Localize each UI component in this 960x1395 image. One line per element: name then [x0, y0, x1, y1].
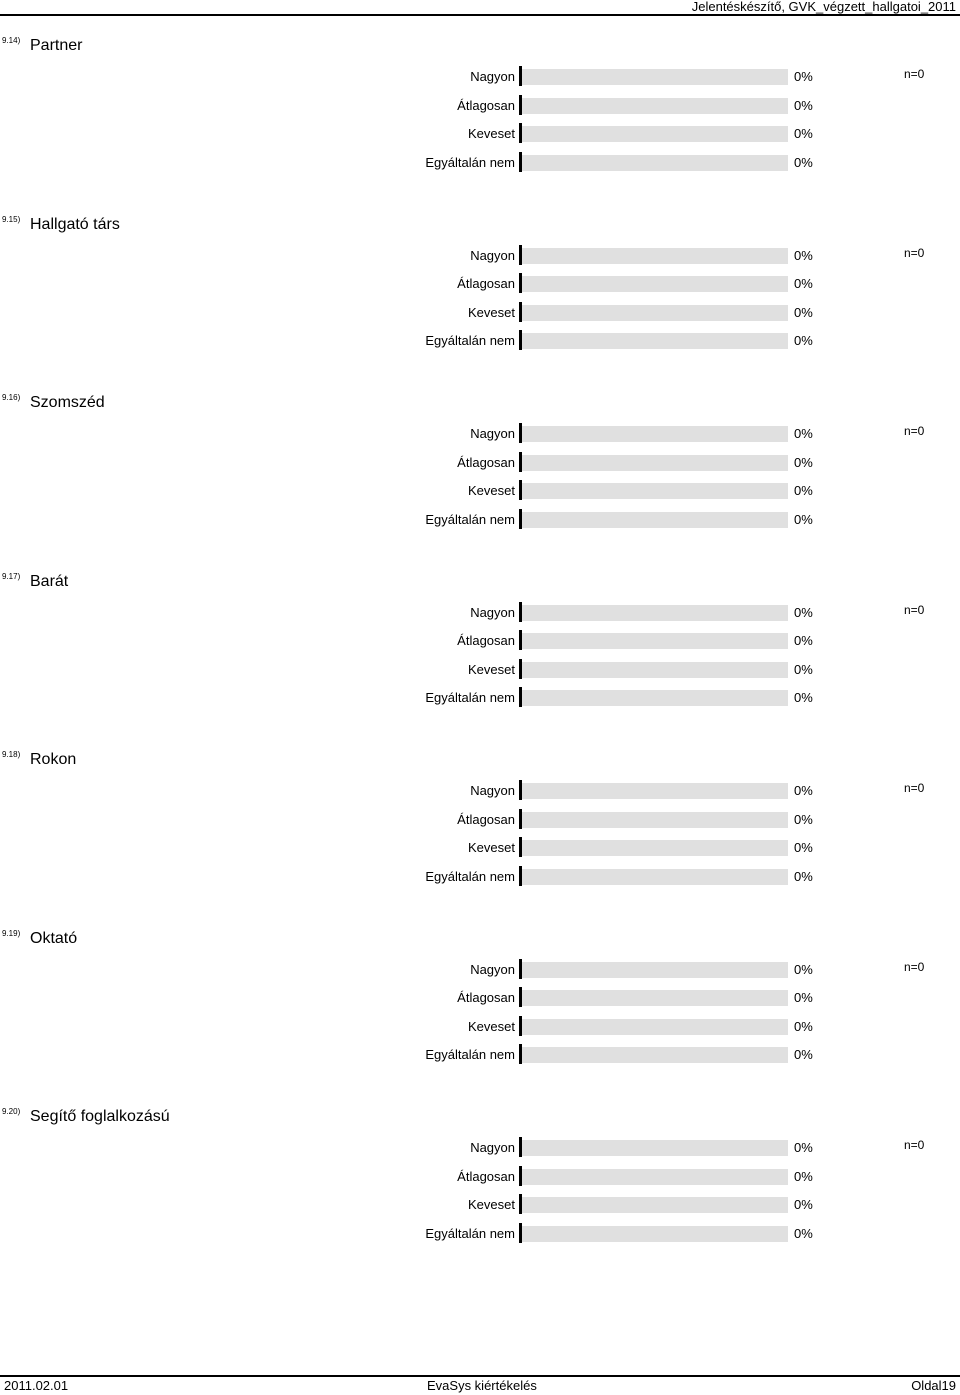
answer-label: Nagyon — [470, 1140, 515, 1155]
answer-row — [0, 480, 960, 502]
answer-label: Egyáltalán nem — [425, 154, 515, 170]
answer-percent: 0% — [794, 276, 813, 292]
bar-track — [522, 840, 788, 856]
answer-percent: 0% — [794, 1197, 813, 1213]
bar-track — [522, 126, 788, 142]
answer-label: Átlagosan — [457, 1168, 515, 1184]
answer-percent: 0% — [794, 483, 813, 499]
answer-label: Átlagosan — [457, 97, 515, 113]
question-block — [0, 927, 960, 1105]
answer-label: Átlagosan — [457, 811, 515, 827]
question-title: Partner — [30, 37, 83, 54]
answer-percent: 0% — [794, 961, 813, 977]
response-count: n=0 — [904, 602, 925, 617]
question-block — [0, 213, 960, 391]
answer-label: Egyáltalán nem — [425, 511, 515, 527]
bar-track — [522, 869, 788, 885]
response-count: n=0 — [904, 959, 925, 974]
answer-percent: 0% — [794, 154, 813, 170]
answer-row — [0, 423, 960, 445]
answer-row — [0, 987, 960, 1009]
answer-label: Egyáltalán nem — [425, 1047, 515, 1063]
bar-track — [522, 276, 788, 292]
response-count: n=0 — [904, 1138, 925, 1152]
answer-row — [0, 66, 960, 88]
answer-percent: 0% — [794, 690, 813, 706]
bar-track — [522, 1047, 788, 1063]
bar-track — [522, 990, 788, 1006]
answer-row — [0, 1194, 960, 1216]
answer-label: Egyáltalán nem — [425, 690, 515, 706]
answer-percent: 0% — [794, 511, 813, 527]
question-header — [0, 748, 400, 772]
answer-row — [0, 602, 960, 624]
question-block — [0, 570, 960, 748]
bar-track — [522, 455, 788, 471]
bar-track — [522, 305, 788, 321]
footer-divider — [0, 1375, 960, 1377]
answer-row — [0, 1044, 960, 1066]
answer-label: Nagyon — [470, 426, 515, 441]
bar-track — [522, 1197, 788, 1213]
answer-label: Egyáltalán nem — [425, 868, 515, 884]
response-count: n=0 — [904, 781, 925, 795]
answer-row — [0, 866, 960, 888]
answer-percent: 0% — [794, 1018, 813, 1034]
question-number: 9.20) — [2, 1107, 21, 1116]
answer-percent: 0% — [794, 247, 813, 263]
answer-label: Nagyon — [470, 961, 515, 977]
answer-percent: 0% — [794, 454, 813, 470]
question-header — [0, 570, 400, 594]
question-number: 9.15) — [2, 214, 21, 224]
bar-track — [522, 633, 788, 649]
answer-label: Nagyon — [470, 783, 515, 798]
answer-label: Keveset — [468, 1018, 515, 1034]
question-header — [0, 391, 400, 415]
question-number: 9.14) — [2, 36, 21, 45]
answer-percent: 0% — [794, 840, 813, 856]
bar-track — [522, 662, 788, 678]
answer-row — [0, 273, 960, 295]
answer-label: Keveset — [468, 483, 515, 499]
answer-percent: 0% — [794, 868, 813, 884]
answer-label: Nagyon — [470, 69, 515, 84]
answer-percent: 0% — [794, 783, 813, 798]
header-divider — [0, 14, 960, 16]
question-number: 9.18) — [2, 750, 21, 759]
bar-track — [522, 812, 788, 828]
answer-row — [0, 837, 960, 859]
answer-row — [0, 509, 960, 531]
answer-label: Keveset — [468, 304, 515, 320]
question-title: Rokon — [30, 751, 77, 768]
question-title: Hallgató társ — [30, 215, 120, 233]
answer-row — [0, 1137, 960, 1159]
question-block — [0, 1105, 960, 1283]
answer-percent: 0% — [794, 811, 813, 827]
answer-row — [0, 152, 960, 174]
answer-row — [0, 780, 960, 802]
answer-label: Keveset — [468, 126, 515, 142]
question-block — [0, 748, 960, 926]
answer-row — [0, 809, 960, 831]
response-count: n=0 — [904, 67, 925, 81]
answer-percent: 0% — [794, 1168, 813, 1184]
bar-track — [522, 155, 788, 171]
answer-label: Átlagosan — [457, 633, 515, 649]
answer-label: Nagyon — [470, 247, 515, 263]
bar-track — [522, 483, 788, 499]
answer-row — [0, 630, 960, 652]
report-title: Jelentéskészítő, GVK_végzett_hallgatoi_2011 — [691, 0, 956, 14]
bar-track — [522, 248, 788, 264]
footer-center-text: EvaSys kiértékelés — [427, 1378, 537, 1393]
answer-percent: 0% — [794, 661, 813, 677]
answer-label: Egyáltalán nem — [425, 1225, 515, 1241]
answer-label: Keveset — [468, 1197, 515, 1213]
bar-track — [522, 69, 788, 85]
answer-row — [0, 659, 960, 681]
answer-row — [0, 959, 960, 981]
bar-track — [522, 426, 788, 442]
question-number: 9.17) — [2, 571, 21, 581]
bar-track — [522, 512, 788, 528]
question-number: 9.16) — [2, 393, 21, 402]
question-block — [0, 34, 960, 212]
footer-date: 2011.02.01 — [4, 1378, 69, 1393]
bar-track — [522, 333, 788, 349]
answer-label: Nagyon — [470, 604, 515, 620]
answer-row — [0, 245, 960, 267]
footer-page-number: Oldal19 — [911, 1378, 956, 1393]
question-number: 9.19) — [2, 928, 21, 938]
answer-percent: 0% — [794, 126, 813, 142]
answer-percent: 0% — [794, 69, 813, 84]
answer-percent: 0% — [794, 1225, 813, 1241]
bar-track — [522, 1226, 788, 1242]
bar-track — [522, 98, 788, 114]
bar-track — [522, 1019, 788, 1035]
bar-track — [522, 690, 788, 706]
answer-label: Keveset — [468, 661, 515, 677]
answer-percent: 0% — [794, 1140, 813, 1155]
response-count: n=0 — [904, 245, 925, 260]
answer-label: Átlagosan — [457, 454, 515, 470]
answer-row — [0, 1016, 960, 1038]
answer-label: Átlagosan — [457, 276, 515, 292]
answer-percent: 0% — [794, 604, 813, 620]
bar-track — [522, 1140, 788, 1156]
answer-label: Egyáltalán nem — [425, 333, 515, 349]
question-header — [0, 927, 400, 951]
answer-label: Átlagosan — [457, 990, 515, 1006]
question-title: Barát — [30, 572, 69, 590]
answer-percent: 0% — [794, 633, 813, 649]
question-title: Szomszéd — [30, 394, 105, 411]
answer-percent: 0% — [794, 97, 813, 113]
answer-row — [0, 1166, 960, 1188]
answer-percent: 0% — [794, 426, 813, 441]
answer-row — [0, 1223, 960, 1245]
answer-label: Keveset — [468, 840, 515, 856]
question-block — [0, 391, 960, 569]
answer-percent: 0% — [794, 1047, 813, 1063]
answer-percent: 0% — [794, 990, 813, 1006]
bar-track — [522, 1169, 788, 1185]
question-title: Segítő foglalkozású — [30, 1108, 170, 1125]
bar-track — [522, 605, 788, 621]
question-title: Oktató — [30, 929, 78, 947]
bar-track — [522, 783, 788, 799]
bar-track — [522, 962, 788, 978]
answer-row — [0, 687, 960, 709]
answer-row — [0, 302, 960, 324]
answer-row — [0, 330, 960, 352]
question-header — [0, 213, 400, 237]
answer-percent: 0% — [794, 333, 813, 349]
answer-row — [0, 123, 960, 145]
answer-row — [0, 95, 960, 117]
answer-row — [0, 452, 960, 474]
question-header — [0, 34, 400, 58]
question-header — [0, 1105, 400, 1129]
response-count: n=0 — [904, 424, 925, 438]
answer-percent: 0% — [794, 304, 813, 320]
